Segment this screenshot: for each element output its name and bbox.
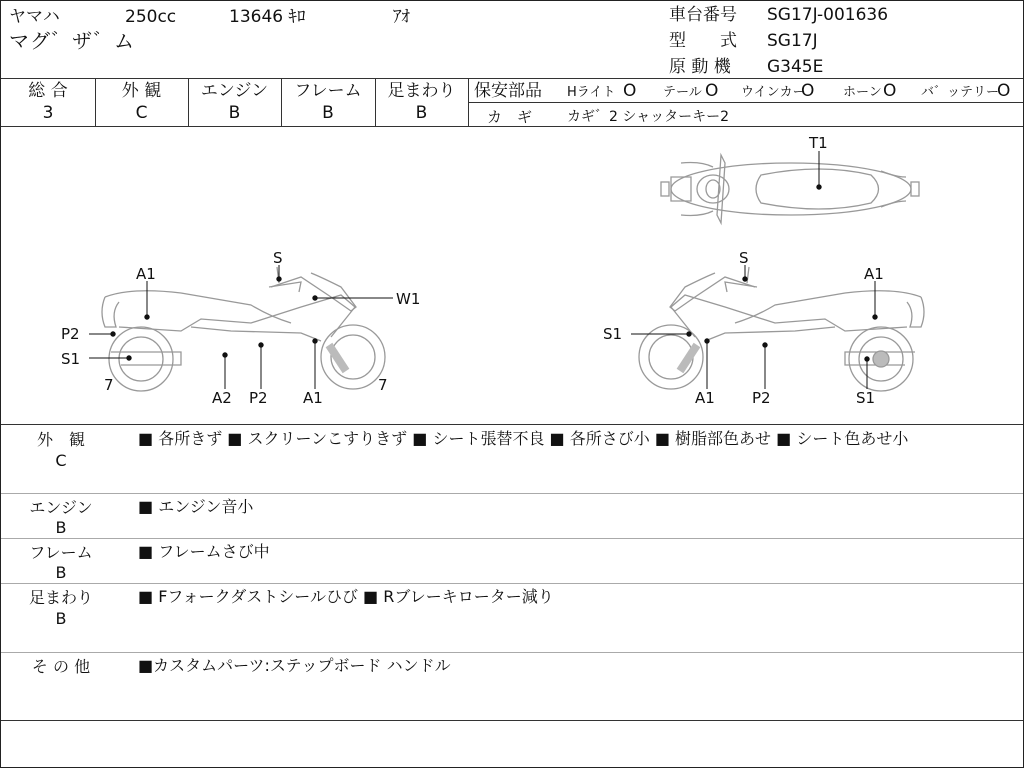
remark-grade: C [55, 451, 67, 470]
remark-grade: B [55, 563, 67, 582]
safety-item-battery: バ゛ッテリー [921, 85, 1000, 100]
diagram-label: A1 [864, 265, 884, 283]
top-view-scooter-icon [661, 155, 919, 223]
grade-value: C [135, 103, 148, 123]
remark-grade: B [55, 518, 67, 537]
grade-label: 外 観 [121, 81, 162, 101]
safety-mark: O [883, 81, 897, 101]
left-side-scooter-icon [102, 267, 385, 391]
diagram-label: A1 [136, 265, 156, 283]
displacement: 250cc [125, 7, 177, 27]
frame-no-label: 車台番号 [669, 5, 737, 25]
diagram-label: T1 [809, 134, 828, 152]
safety-mark: O [801, 81, 815, 101]
grade-value: B [322, 103, 334, 123]
diagram-label: S1 [603, 325, 623, 343]
diagram-label: W1 [396, 290, 421, 308]
diagram-label: S1 [856, 389, 876, 407]
key-value: カギ゛2 シャッターキー2 [567, 109, 729, 125]
grade-label: フレーム [294, 81, 362, 101]
diagram-label: 7 [378, 376, 388, 394]
diagram-label: S1 [61, 350, 81, 368]
model-type-label: 型 式 [669, 31, 737, 51]
remark-text: ■カスタムパーツ:ステップボード ハンドル [138, 656, 451, 675]
model-type: SG17J [767, 31, 818, 51]
remark-text: ■ Fフォークダストシールひび ■ Rブレーキローター減り [138, 587, 554, 606]
motorcycle-damage-diagram [1, 127, 1024, 425]
grade-value: B [228, 103, 241, 123]
frame-no: SG17J-001636 [767, 5, 889, 25]
diagram-label: S [273, 249, 283, 267]
color: ｱｵ [393, 7, 410, 27]
safety-item-horn: ホーン [843, 85, 882, 100]
safety-mark: O [997, 81, 1011, 101]
remark-category: 外 観 [36, 430, 85, 449]
mileage: 13646 ｷﾛ [229, 7, 306, 27]
remark-text: ■ エンジン音小 [138, 497, 254, 516]
safety-label: 保安部品 [474, 81, 542, 101]
right-side-scooter-icon [639, 267, 924, 391]
grade-label: 足まわり [387, 81, 456, 101]
diagram-label: A2 [212, 389, 232, 407]
remark-grade: B [55, 609, 67, 628]
safety-mark: O [623, 81, 637, 101]
grade-value: B [415, 103, 428, 123]
safety-item-headlight: Hライト [567, 85, 616, 100]
remark-category: 足まわり [28, 588, 93, 607]
diagram-label: P2 [752, 389, 771, 407]
remark-category: そ の 他 [31, 657, 91, 676]
key-label: カ ギ [487, 108, 533, 126]
safety-item-tail: テール [663, 85, 702, 100]
model-name: マグ゛ザ゛ム [9, 29, 135, 53]
remark-category: エンジン [29, 498, 93, 517]
maker: ヤマハ [9, 7, 60, 27]
diagram-label: A1 [695, 389, 715, 407]
engine: G345E [767, 57, 824, 77]
engine-label: 原 動 機 [669, 57, 731, 77]
diagram-label: A1 [303, 389, 323, 407]
remark-text: ■ 各所きず ■ スクリーンこすりきず ■ シート張替不良 ■ 各所さび小 ■ 樹脂部色あせ ■ シート色あせ小 [138, 429, 909, 448]
safety-mark: O [705, 81, 719, 101]
remark-category: フレーム [29, 543, 93, 562]
safety-item-winker: ウインカー [741, 85, 806, 100]
diagram-label: 7 [104, 376, 114, 394]
diagram-label: P2 [61, 325, 80, 343]
grade-value: 3 [42, 103, 54, 123]
diagram-label: P2 [249, 389, 268, 407]
grade-label: 総 合 [28, 81, 68, 101]
diagram-label: S [739, 249, 749, 267]
remark-text: ■ フレームさび中 [138, 542, 270, 561]
grade-label: エンジン [200, 81, 269, 101]
